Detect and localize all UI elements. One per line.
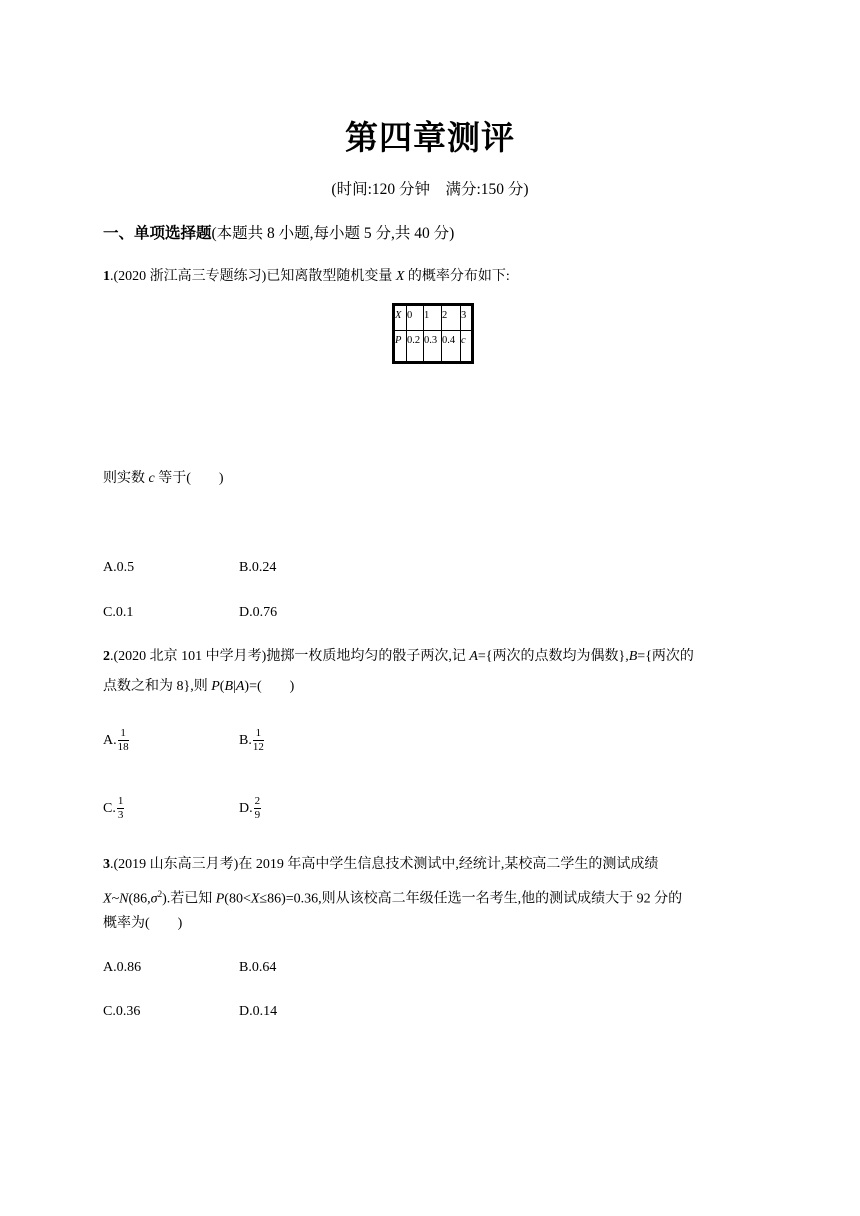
- question-text: 等于( ): [154, 471, 224, 486]
- option-a: A.0.86: [103, 960, 142, 975]
- question-text: (: [219, 679, 225, 694]
- question-text: 的概率分布如下:: [404, 269, 510, 284]
- question-text: |: [233, 679, 236, 694]
- question-text: 则实数: [103, 471, 149, 486]
- question-text: .(2020 浙江高三专题练习)已知离散型随机变量: [110, 269, 396, 284]
- variable: N: [119, 891, 129, 907]
- option-b: [239, 726, 264, 755]
- cell-text: c: [461, 335, 466, 346]
- option-c: [103, 794, 124, 823]
- superscript: 2: [157, 889, 163, 899]
- variable: B: [628, 649, 638, 664]
- question-text: 点数之和为 8},则: [103, 679, 212, 694]
- question-1-stem: [103, 262, 510, 291]
- option-d: D.0.14: [239, 1004, 278, 1019]
- question-2-stem-line1: [103, 642, 694, 671]
- table-cell: 0.3: [424, 331, 442, 363]
- cell-text: P: [395, 335, 402, 346]
- cell-text: X: [395, 310, 402, 321]
- table-cell: 0: [407, 305, 424, 331]
- question-number: 3: [103, 857, 110, 872]
- table-cell: 0.2: [407, 331, 424, 363]
- question-3-stem-line2: [103, 880, 682, 914]
- table-cell: 3: [461, 305, 473, 331]
- option-prefix: C.: [103, 801, 116, 816]
- question-number: 2: [103, 649, 110, 664]
- variable: X: [103, 891, 112, 907]
- table-cell: [394, 331, 407, 363]
- table-cell: [461, 331, 473, 363]
- question-2-stem-line2: [103, 672, 294, 701]
- fraction: [117, 795, 125, 822]
- question-text: (80<: [224, 891, 251, 907]
- option-a: A.0.5: [103, 560, 135, 575]
- option-prefix: B.: [239, 733, 252, 748]
- question-3-stem-line3: 概率为( ): [103, 916, 183, 931]
- variable: c: [148, 471, 155, 486]
- numerator: 1: [118, 727, 129, 741]
- table-cell: [394, 305, 407, 331]
- option-b: B.0.24: [239, 560, 277, 575]
- option-c: C.0.1: [103, 605, 134, 620]
- denominator: 18: [117, 741, 129, 754]
- section-title: 一、单项选择题: [103, 225, 212, 242]
- question-text: (86,: [128, 891, 151, 907]
- question-text: .(2019 山东高三月考)在 2019 年高中学生信息技术测试中,经统计,某校高二学生的测试成绩: [110, 857, 659, 872]
- probability-table: [392, 303, 474, 364]
- numerator: 1: [253, 727, 264, 741]
- question-text: ={两次的: [637, 649, 694, 664]
- exam-meta: (时间:120 分钟 满分:150 分): [331, 181, 529, 198]
- question-text: ={两次的点数均为偶数},: [477, 649, 629, 664]
- fraction: [253, 727, 264, 754]
- variable: σ: [150, 891, 158, 907]
- option-prefix: D.: [239, 801, 253, 816]
- option-d: [239, 794, 261, 823]
- table-cell: 2: [442, 305, 461, 331]
- question-text: .(2020 北京 101 中学月考)抛掷一枚质地均匀的骰子两次,记: [110, 649, 470, 664]
- option-d: D.0.76: [239, 605, 278, 620]
- question-text: ≤86)=0.36,则从该校高二年级任选一名考生,他的测试成绩大于 92 分的: [259, 891, 683, 907]
- table-cell: 0.4: [442, 331, 461, 363]
- question-1-ask: [103, 464, 224, 493]
- variable: P: [215, 891, 225, 907]
- numerator: 2: [254, 795, 261, 808]
- fraction: [254, 795, 262, 822]
- question-text: )=( ): [244, 679, 295, 694]
- denominator: 9: [254, 809, 261, 822]
- option-c: C.0.36: [103, 1004, 141, 1019]
- variable: X: [395, 269, 405, 284]
- variable: A: [469, 649, 478, 664]
- section-heading: [103, 221, 454, 243]
- question-3-stem-line1: [103, 850, 658, 879]
- question-text: ).若已知: [162, 891, 216, 907]
- option-a: [103, 726, 129, 755]
- section-desc: (本题共 8 小题,每小题 5 分,共 40 分): [211, 225, 455, 242]
- variable: P: [211, 679, 220, 694]
- table-row: [394, 305, 473, 331]
- variable: X: [250, 891, 260, 907]
- page-title: 第四章测评: [345, 118, 515, 157]
- table-cell: 1: [424, 305, 442, 331]
- denominator: 3: [117, 809, 124, 822]
- option-b: B.0.64: [239, 960, 277, 975]
- question-number: 1: [103, 269, 110, 284]
- question-text: ~: [111, 891, 120, 907]
- fraction: [118, 727, 129, 754]
- option-prefix: A.: [103, 733, 117, 748]
- variable: B: [224, 679, 234, 694]
- variable: A: [235, 679, 245, 694]
- numerator: 1: [117, 795, 124, 808]
- denominator: 12: [252, 741, 264, 754]
- table-row: [394, 331, 473, 363]
